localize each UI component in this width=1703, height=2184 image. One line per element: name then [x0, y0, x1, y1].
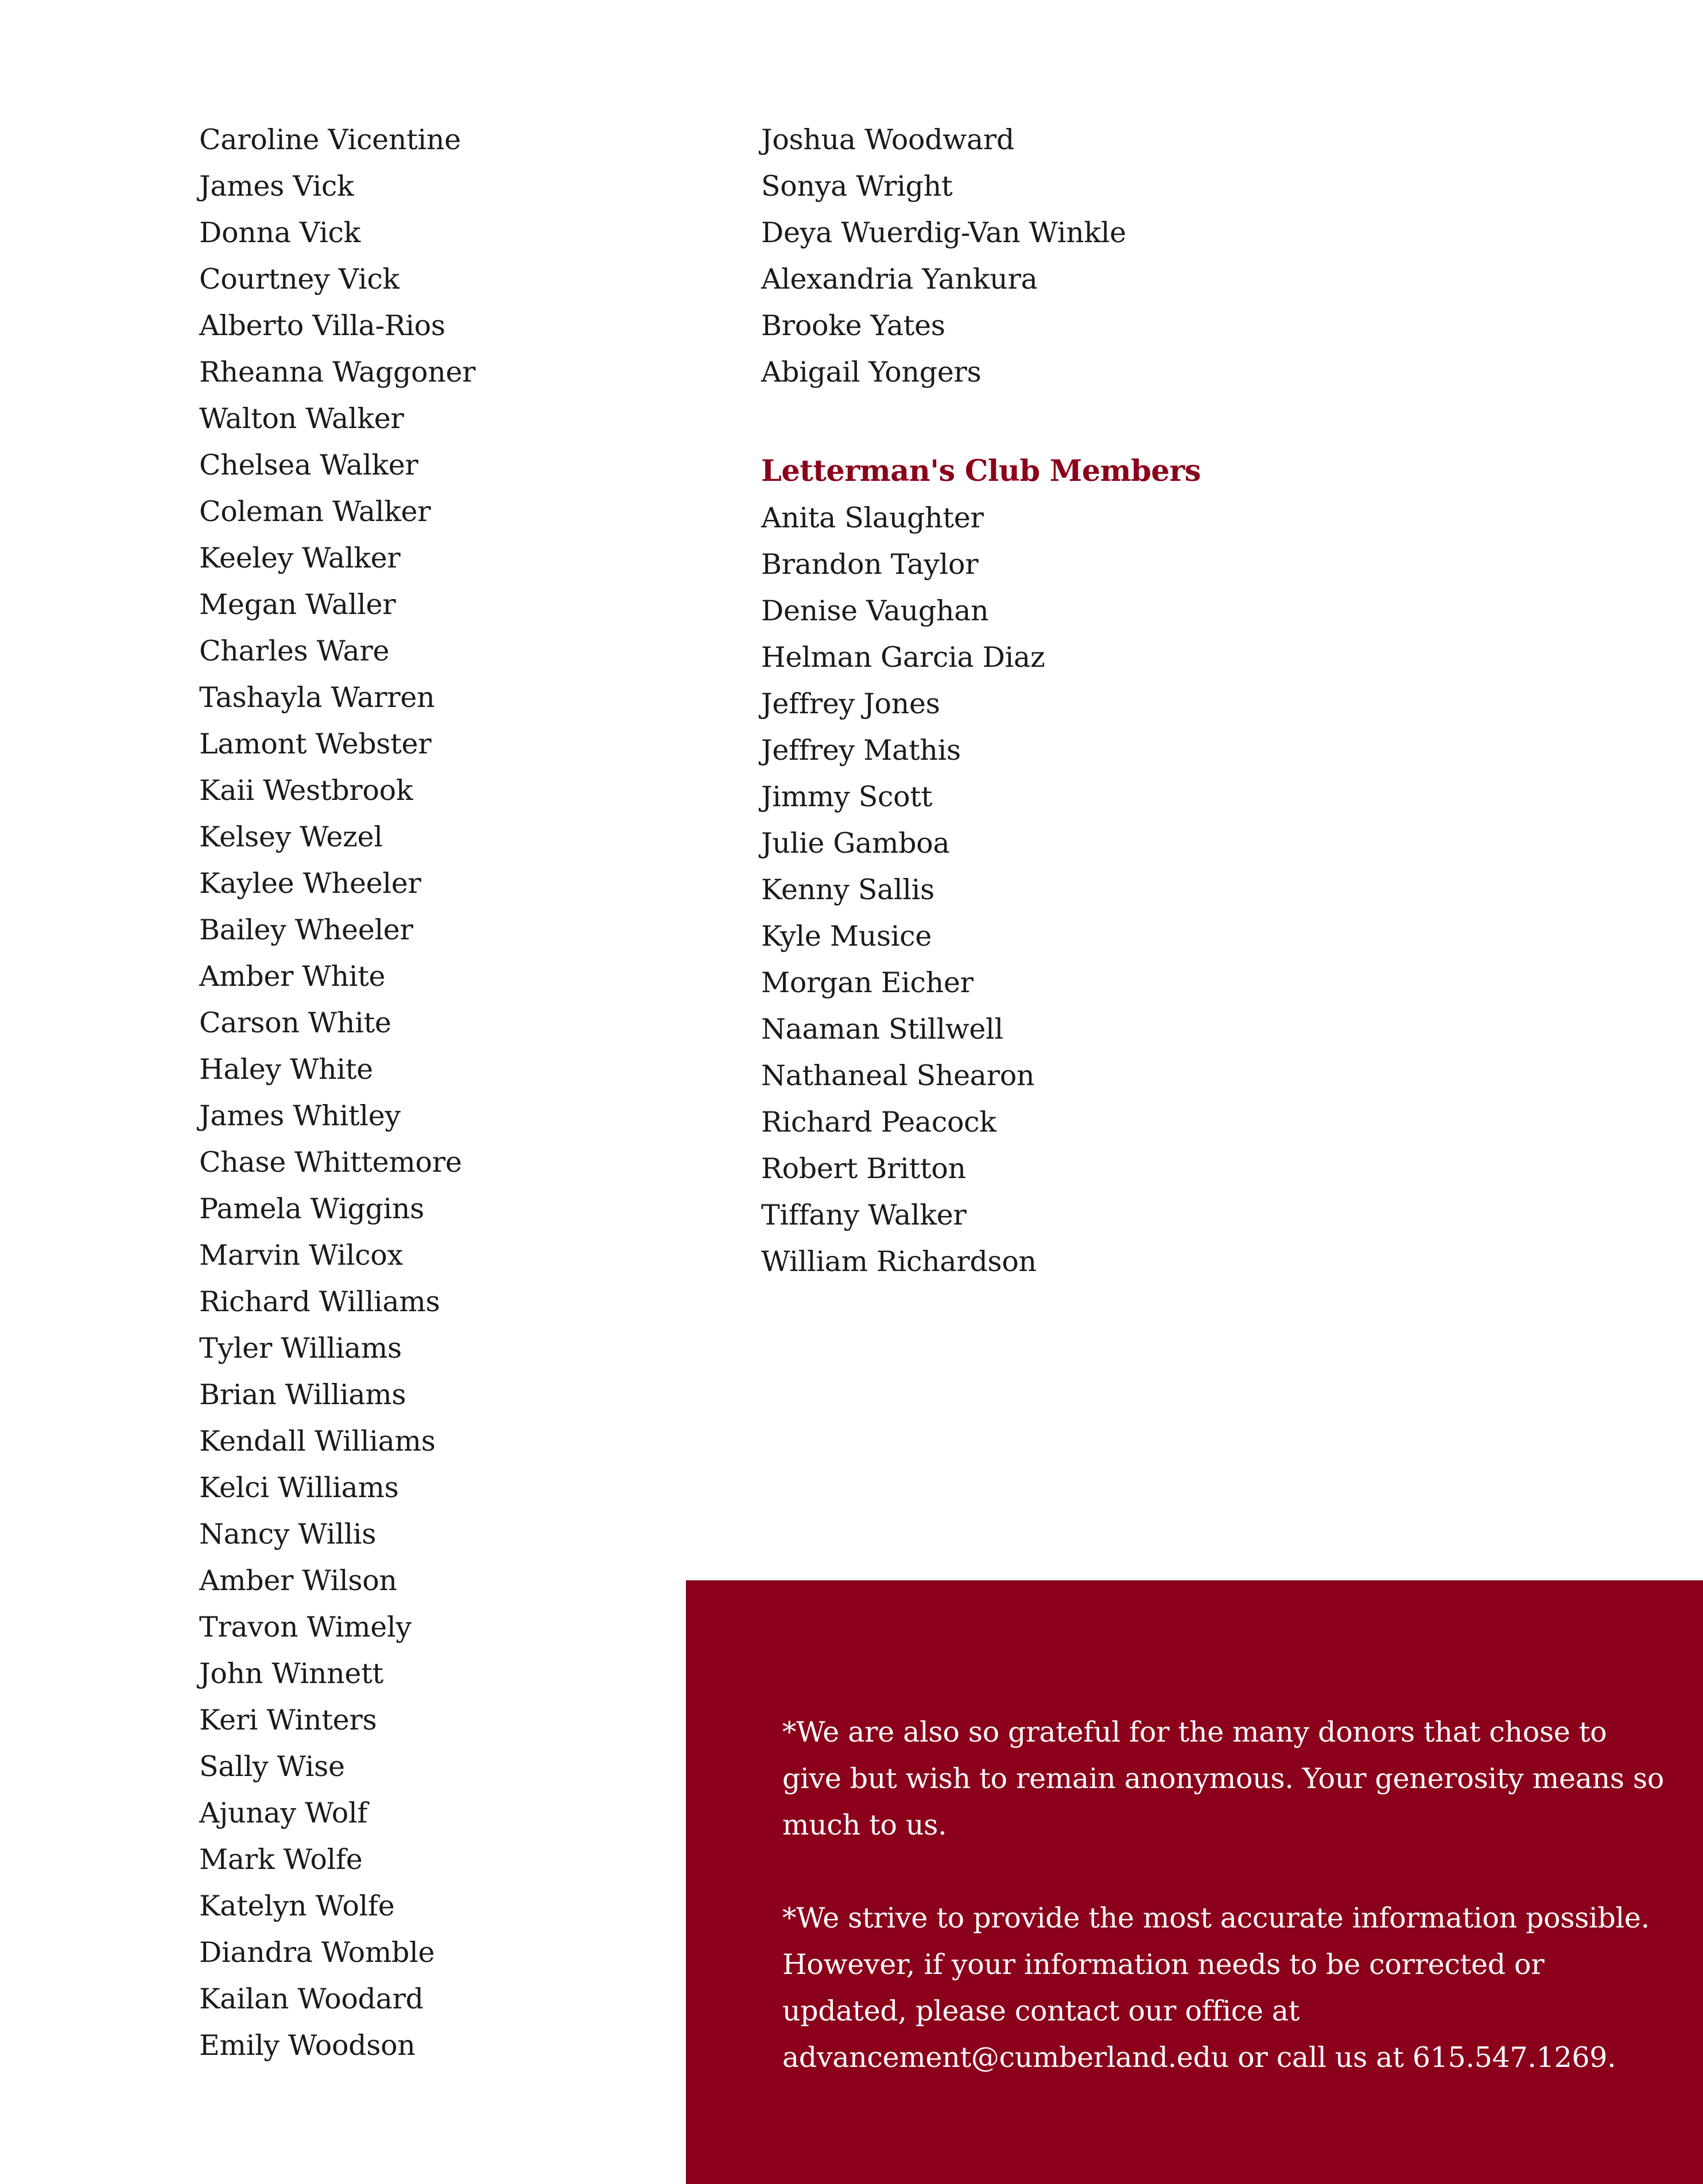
donor-name: Rheanna Waggoner	[199, 356, 476, 388]
donor-name: Ajunay Wolf	[199, 1797, 368, 1829]
anonymous-donors-note: *We are also so grateful for the many donors that chose to give but wish to remain anonymous. Your generosity means so much to us.	[782, 1716, 1665, 1841]
donor-name: Tyler Williams	[199, 1332, 402, 1365]
donor-name: Marvin Wilcox	[199, 1239, 403, 1272]
donor-name: Walton Walker	[199, 402, 404, 435]
donor-name: Coleman Walker	[199, 495, 431, 528]
club-member-name: Helman Garcia Diaz	[761, 641, 1045, 674]
donor-name: Travon Wimely	[199, 1611, 412, 1643]
lettermans-club-heading: Letterman's Club Members	[761, 454, 1201, 488]
club-member-name: Kyle Musice	[761, 920, 932, 953]
donor-name: Alberto Villa-Rios	[199, 309, 445, 342]
donor-name: James Whitley	[199, 1099, 401, 1132]
donor-name: Brooke Yates	[761, 309, 945, 342]
donor-name: Megan Waller	[199, 588, 396, 621]
donor-name: Kaii Westbrook	[199, 774, 413, 807]
donor-name: James Vick	[199, 170, 354, 203]
club-member-name: Julie Gamboa	[761, 827, 950, 860]
donor-name: Deya Wuerdig-Van Winkle	[761, 216, 1126, 249]
donor-name: Chase Whittemore	[199, 1146, 462, 1179]
donor-name: Pamela Wiggins	[199, 1192, 424, 1225]
donor-name: Keri Winters	[199, 1704, 377, 1736]
accuracy-contact-note: *We strive to provide the most accurate information possible. However, if your information needs to be corrected or updated, please contact our office at advancement@cumberland.edu or call us at 615.547.1269.	[782, 1902, 1650, 2074]
club-member-name: Jeffrey Mathis	[761, 734, 961, 767]
club-member-name: Anita Slaughter	[761, 502, 984, 534]
donor-name: Tashayla Warren	[199, 681, 435, 714]
donor-name: Kelci Williams	[199, 1471, 399, 1504]
donor-name: Emily Woodson	[199, 2029, 416, 2062]
club-member-name: Jimmy Scott	[761, 780, 933, 813]
donor-name: Keeley Walker	[199, 542, 401, 574]
donor-name: Charles Ware	[199, 635, 390, 667]
donor-name: Mark Wolfe	[199, 1843, 363, 1876]
donor-name: Amber Wilson	[199, 1564, 397, 1597]
donor-name: Alexandria Yankura	[761, 263, 1038, 296]
donor-name: Joshua Woodward	[761, 123, 1015, 156]
club-member-name: Tiffany Walker	[761, 1199, 967, 1231]
donor-name: Sally Wise	[199, 1750, 345, 1783]
club-member-name: Jeffrey Jones	[761, 687, 940, 720]
donor-name: John Winnett	[199, 1657, 383, 1690]
donor-name: Carson White	[199, 1006, 391, 1039]
club-member-name: Nathaneal Shearon	[761, 1059, 1035, 1092]
donor-name: Kelsey Wezel	[199, 821, 383, 853]
club-member-name: Naaman Stillwell	[761, 1013, 1003, 1046]
donor-list-left-column	[199, 116, 704, 2069]
donor-name: Lamont Webster	[199, 728, 432, 760]
club-member-name: Morgan Eicher	[761, 966, 973, 999]
donor-name: Richard Williams	[199, 1285, 440, 1318]
donor-list-right-column	[761, 116, 1450, 1285]
donor-name: Kaylee Wheeler	[199, 867, 421, 900]
donor-name: Haley White	[199, 1053, 373, 1086]
donor-name: Donna Vick	[199, 216, 361, 249]
note-text	[782, 1709, 1666, 2081]
club-member-name: Richard Peacock	[761, 1106, 996, 1138]
donor-name: Abigail Yongers	[761, 356, 982, 388]
donor-name: Brian Williams	[199, 1378, 406, 1411]
donor-name: Courtney Vick	[199, 263, 399, 296]
donor-name: Kailan Woodard	[199, 1983, 424, 2015]
donor-name: Chelsea Walker	[199, 449, 418, 481]
donor-name: Kendall Williams	[199, 1425, 436, 1458]
club-member-name: Brandon Taylor	[761, 548, 979, 581]
club-member-name: Denise Vaughan	[761, 594, 989, 627]
donor-name: Katelyn Wolfe	[199, 1890, 395, 1922]
donor-name: Diandra Womble	[199, 1936, 435, 1969]
acknowledgement-note-box	[686, 1580, 1703, 2184]
donor-name: Caroline Vicentine	[199, 123, 461, 156]
donor-name: Bailey Wheeler	[199, 914, 413, 946]
club-member-name: William Richardson	[761, 1245, 1037, 1278]
donor-name: Nancy Willis	[199, 1518, 377, 1550]
club-member-name: Robert Britton	[761, 1152, 966, 1185]
club-member-name: Kenny Sallis	[761, 873, 935, 906]
donor-name: Sonya Wright	[761, 170, 953, 203]
donor-name: Amber White	[199, 960, 386, 993]
